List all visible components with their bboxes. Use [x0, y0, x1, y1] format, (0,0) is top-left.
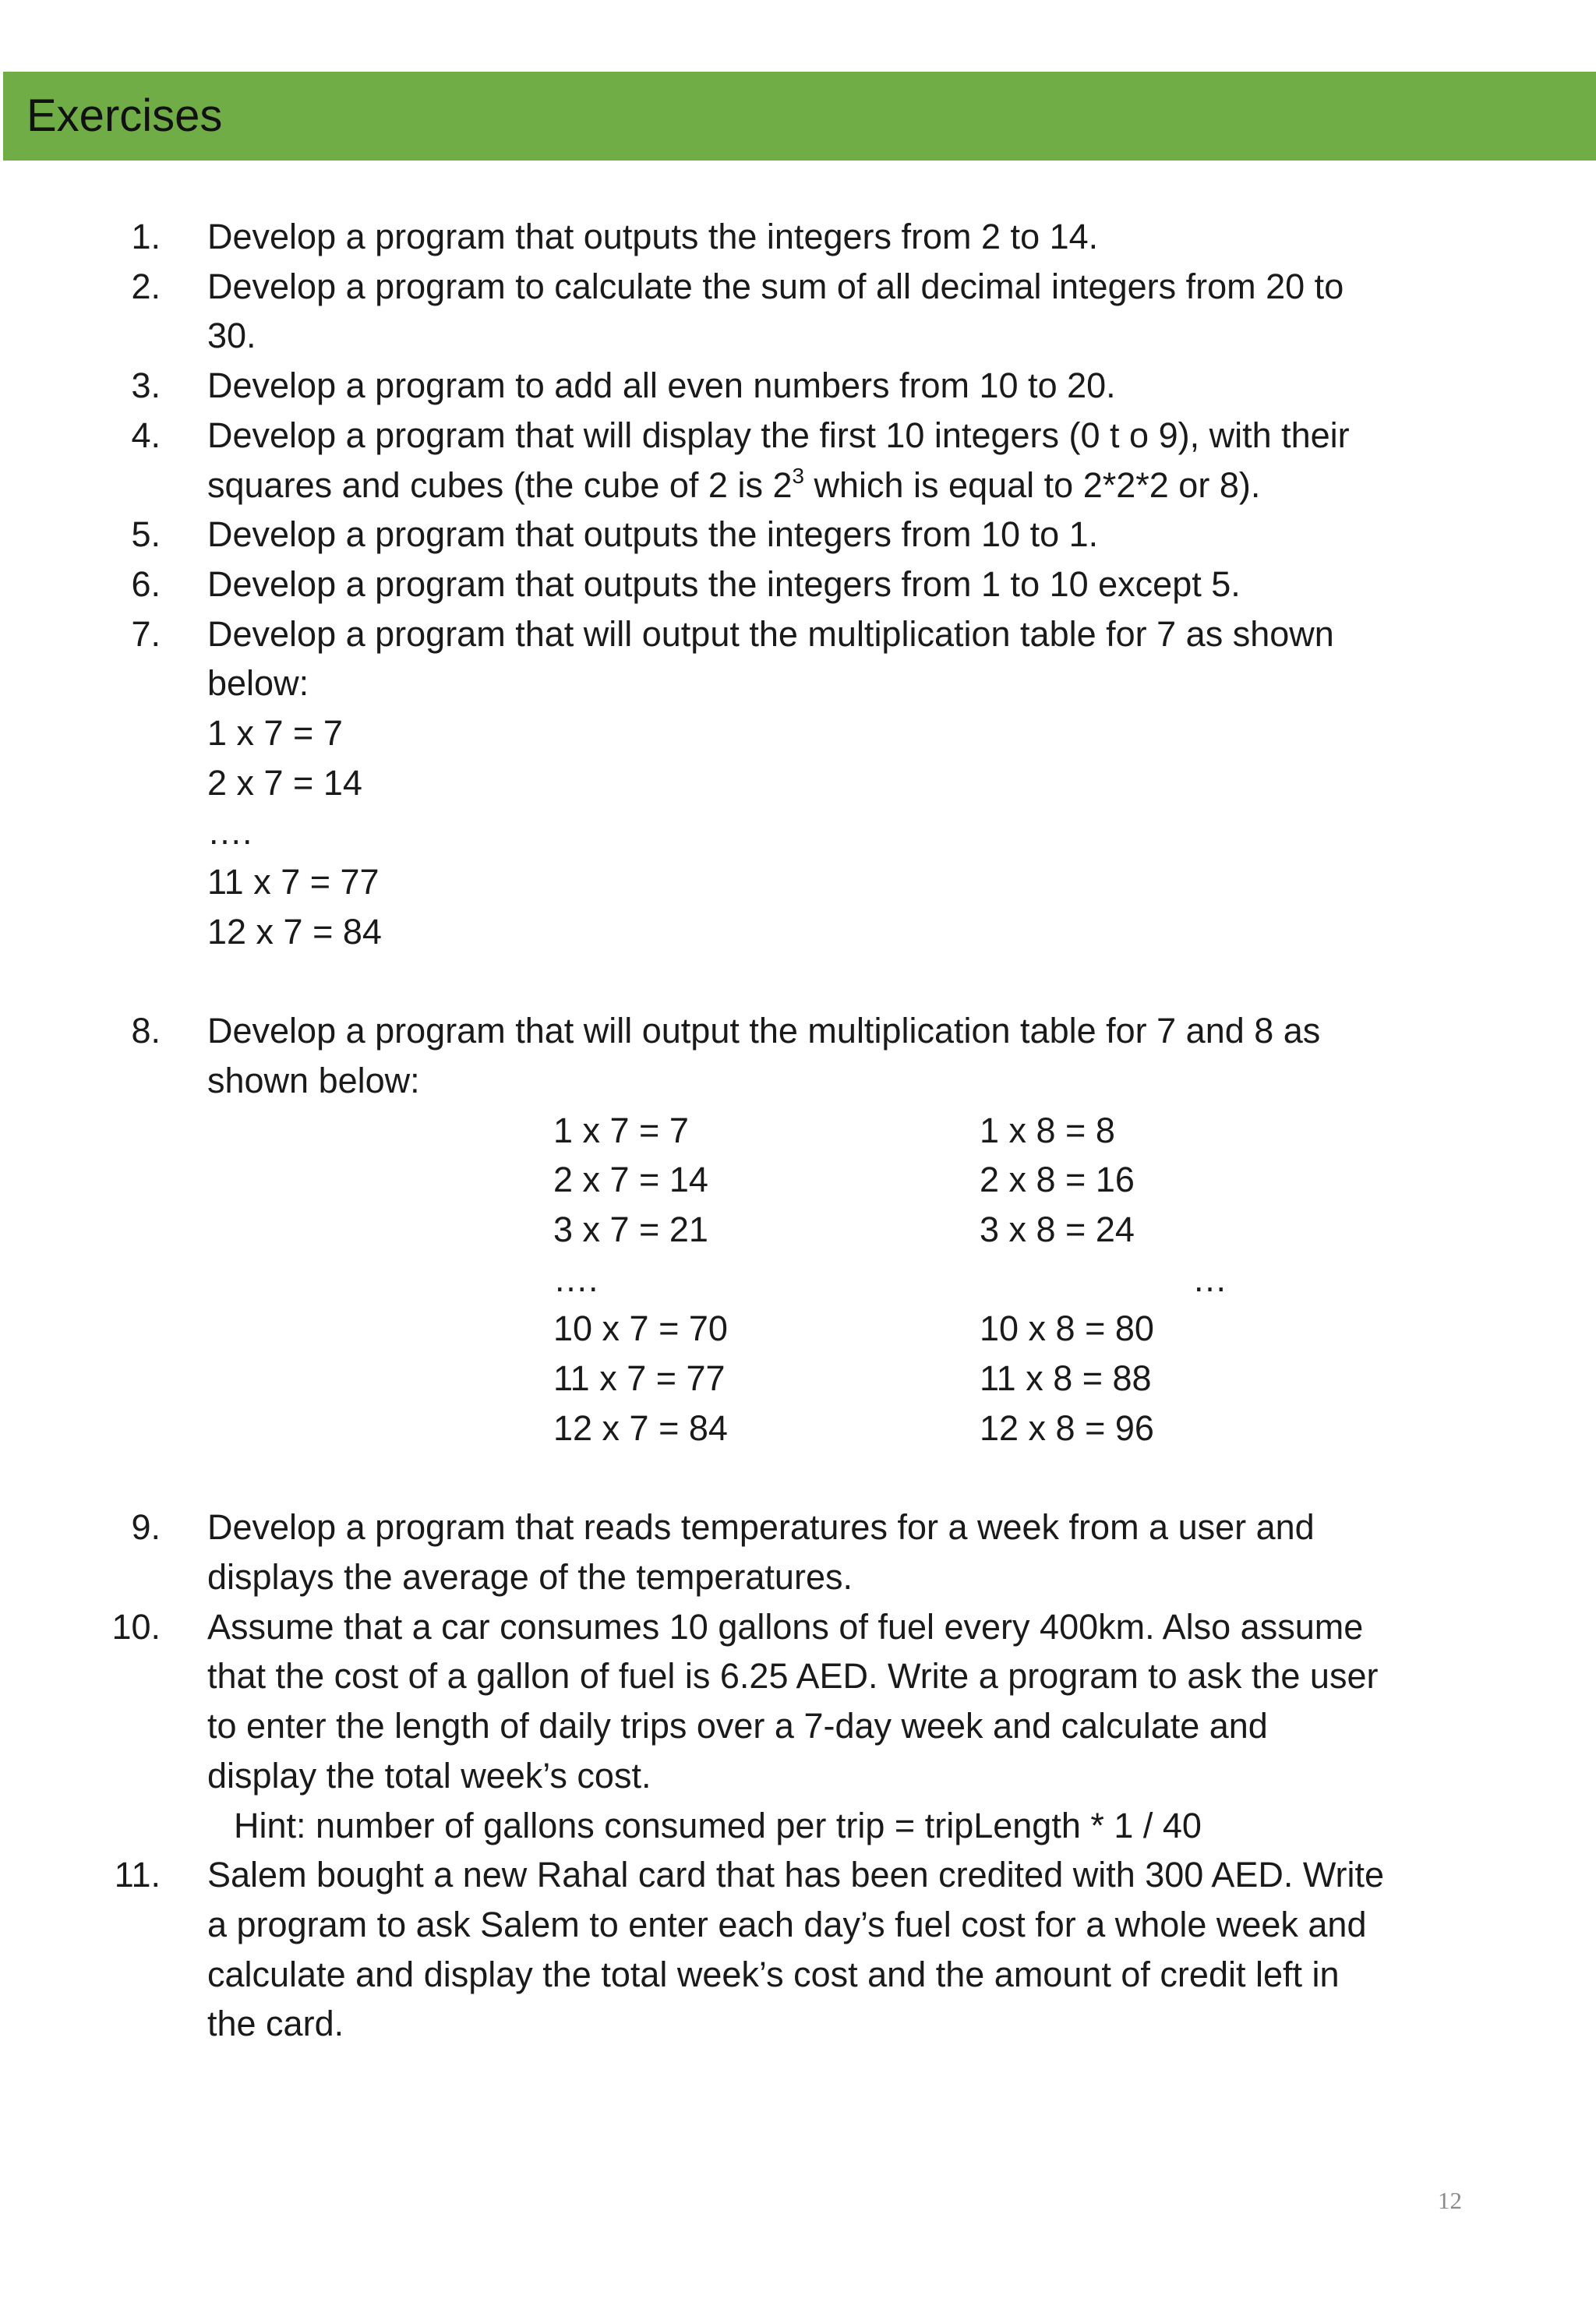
- item-text-line: display the total week’s cost.: [207, 1755, 651, 1796]
- exercise-item-10: [0, 1602, 1596, 1851]
- item-number: 4.: [131, 415, 161, 455]
- table-row: 10 x 8 = 80: [980, 1308, 1154, 1349]
- item-text-line: that the cost of a gallon of fuel is 6.25 AED. Write a program to ask the user: [207, 1656, 1379, 1697]
- item-number: 7.: [131, 613, 161, 654]
- item-text-line: Develop a program that will display the first 10 integers (0 t o 9), with their: [207, 415, 1350, 455]
- item-text-line: displays the average of the temperatures.: [207, 1557, 853, 1598]
- item-number: 1.: [131, 217, 161, 256]
- table-row: 2 x 7 = 14: [553, 1160, 708, 1200]
- text-segment: which is equal to 2*2*2 or 8).: [804, 464, 1261, 505]
- exercise-item-7: [0, 609, 1596, 957]
- item-text-line: Assume that a car consumes 10 gallons of fuel every 400km. Also assume: [207, 1606, 1364, 1647]
- table-row: 12 x 7 = 84: [207, 911, 382, 952]
- table-row: 12 x 7 = 84: [553, 1407, 728, 1448]
- page-number: 12: [1438, 2187, 1462, 2214]
- table-row: 10 x 7 = 70: [553, 1308, 728, 1349]
- table-8-ellipsis: …: [1192, 1259, 1227, 1299]
- item-number: 10.: [111, 1606, 161, 1647]
- item-text-line: below:: [207, 663, 309, 704]
- exercise-item-11: [0, 1850, 1596, 2049]
- text-segment: squares and cubes (the cube of 2 is 2: [207, 464, 793, 505]
- table-row: ….: [553, 1259, 598, 1299]
- item-number: 3.: [131, 365, 161, 406]
- item-text-line: Develop a program that outputs the integers from 10 to 1.: [207, 514, 1099, 555]
- table-row: 12 x 8 = 96: [980, 1407, 1154, 1448]
- item-text-line: calculate and display the total week’s cost and the amount of credit left in: [207, 1954, 1340, 1994]
- item-text-line: [207, 461, 1479, 510]
- superscript-exponent: 3: [792, 464, 804, 489]
- spacer: [0, 957, 1596, 1007]
- item-text-line: Salem bought a new Rahal card that has been credited with 300 AED. Write: [207, 1855, 1385, 1895]
- table-row: 11 x 7 = 77: [553, 1358, 726, 1399]
- exercise-item-8: [0, 1006, 1596, 1105]
- item-text-line: Develop a program that will output the multiplication table for 7 as shown: [207, 613, 1334, 654]
- hint-text: Hint: number of gallons consumed per trip = tripLength * 1 / 40: [234, 1805, 1202, 1845]
- spacer: [0, 1453, 1596, 1503]
- item-text-line: Develop a program that will output the multiplication table for 7 and 8 as: [207, 1011, 1321, 1051]
- table-row: 1 x 7 = 7: [207, 713, 343, 754]
- exercise-item-2: [0, 262, 1596, 361]
- item-text-line: Develop a program that outputs the integers from 2 to 14.: [207, 217, 1099, 256]
- item-number: 8.: [131, 1011, 161, 1051]
- exercise-item-9: [0, 1503, 1596, 1601]
- exercise-list: [0, 212, 1596, 2049]
- section-banner: [3, 72, 1596, 161]
- exercise-item-5: [0, 510, 1596, 560]
- section-title: Exercises: [26, 90, 223, 141]
- exercise-item-3: [0, 361, 1596, 411]
- item-text-line: to enter the length of daily trips over a 7-day week and calculate and: [207, 1706, 1268, 1746]
- item-text-line: a program to ask Salem to enter each day’s fuel cost for a whole week and: [207, 1904, 1367, 1944]
- item-number: 9.: [131, 1507, 161, 1548]
- table-8-column: [980, 1106, 1154, 1453]
- item-text-line: Develop a program that outputs the integers from 1 to 10 except 5.: [207, 563, 1241, 604]
- item-text-line: Develop a program to calculate the sum of all decimal integers from 20 to: [207, 266, 1344, 306]
- item-text-line: Develop a program to add all even numbers from 10 to 20.: [207, 365, 1116, 406]
- table-row: 11 x 7 = 77: [207, 862, 380, 902]
- item-number: 5.: [131, 514, 161, 555]
- exercise-item-4: [0, 411, 1596, 510]
- table-7-column: [553, 1106, 728, 1453]
- item-number: 2.: [131, 266, 161, 306]
- exercise-item-6: [0, 560, 1596, 609]
- table-row: 11 x 8 = 88: [980, 1358, 1152, 1399]
- item-number: 6.: [131, 563, 161, 604]
- table-row: 1 x 7 = 7: [553, 1110, 689, 1150]
- item-text-line: the card.: [207, 2004, 344, 2044]
- item-text-line: shown below:: [207, 1060, 420, 1100]
- table-row: 3 x 8 = 24: [980, 1210, 1135, 1250]
- item-text-line: Develop a program that reads temperatures for a week from a user and: [207, 1507, 1315, 1548]
- table-row: 2 x 7 = 14: [207, 762, 362, 803]
- table-row: 2 x 8 = 16: [980, 1160, 1135, 1200]
- multiplication-tables: [0, 1106, 1596, 1453]
- table-row: 3 x 7 = 21: [553, 1210, 708, 1250]
- exercise-item-1: [0, 212, 1596, 262]
- table-row: [980, 1255, 1154, 1305]
- item-text-line: 30.: [207, 316, 256, 356]
- item-number: 11.: [114, 1855, 161, 1895]
- table-row: 1 x 8 = 8: [980, 1110, 1115, 1150]
- table-row: ….: [207, 812, 252, 853]
